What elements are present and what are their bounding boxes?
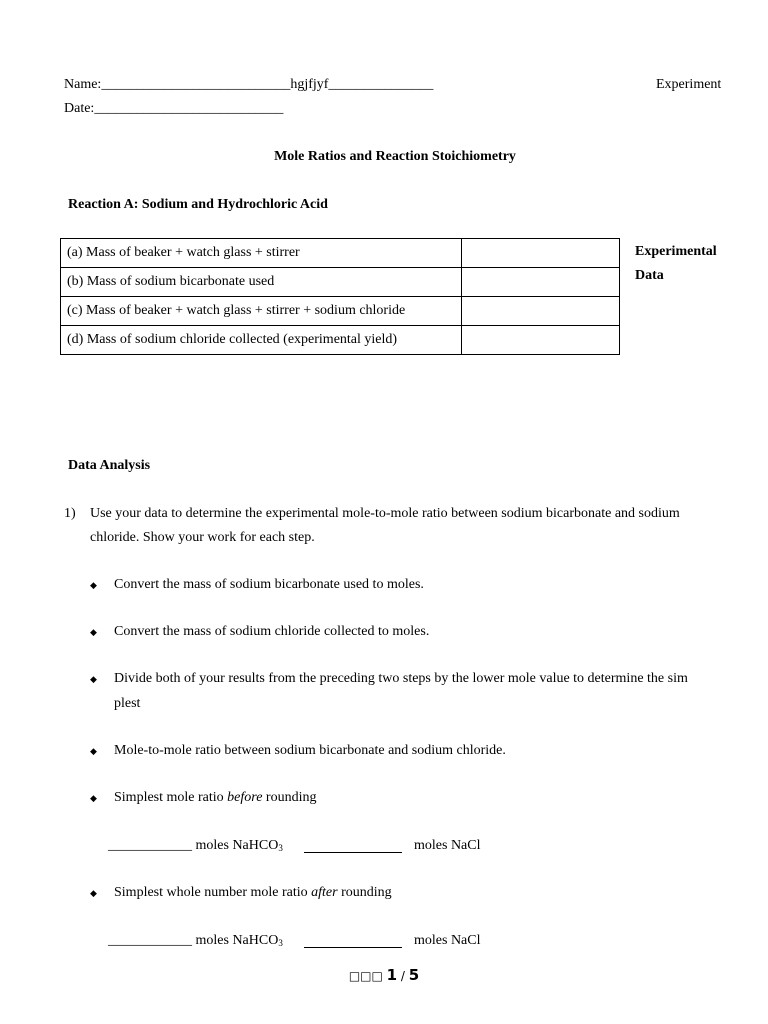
date-field-label: Date:___________________________ bbox=[64, 101, 284, 116]
moles-nacl-label: moles NaCl bbox=[414, 933, 481, 948]
question-text-line2: chloride. Show your work for each step. bbox=[90, 530, 315, 545]
after-prefix: Simplest whole number mole ratio bbox=[114, 885, 312, 900]
bullet-item: Convert the mass of sodium chloride collected to moles. bbox=[114, 624, 430, 639]
question-number: 1) bbox=[64, 506, 76, 521]
table-row bbox=[61, 239, 620, 268]
question-text-line1: Use your data to determine the experimental mole-to-mole ratio between sodium bicarbonate and sodium bbox=[90, 506, 680, 521]
bullet-diamond-icon: ◆ bbox=[90, 674, 97, 684]
data-analysis-heading: Data Analysis bbox=[68, 458, 151, 473]
table-row bbox=[61, 268, 620, 297]
table-row bbox=[61, 326, 620, 355]
row-label: (c) Mass of beaker + watch glass + stirrer + sodium chloride bbox=[61, 297, 462, 326]
name-field-label: Name:___________________________hgjfjyf_______________ bbox=[64, 77, 434, 92]
experiment-label: Experiment bbox=[656, 77, 722, 92]
ratio-blank[interactable]: ____________ bbox=[108, 838, 192, 853]
bullet-item-before-rounding bbox=[114, 790, 316, 806]
row-label: (a) Mass of beaker + watch glass + stirrer bbox=[61, 239, 462, 268]
ratio-blank-line[interactable] bbox=[304, 947, 402, 948]
row-value-cell[interactable] bbox=[462, 239, 620, 268]
ratio-row-before bbox=[108, 838, 283, 854]
row-value-cell[interactable] bbox=[462, 268, 620, 297]
moles-nacl-label: moles NaCl bbox=[414, 838, 481, 853]
row-label: (d) Mass of sodium chloride collected (experimental yield) bbox=[61, 326, 462, 355]
side-label-data: Data bbox=[635, 268, 664, 283]
before-prefix: Simplest mole ratio bbox=[114, 790, 228, 805]
bullet-item: Divide both of your results from the preceding two steps by the lower mole value to determine the sim bbox=[114, 671, 688, 686]
bullet-diamond-icon: ◆ bbox=[90, 793, 97, 803]
bullet-item-continuation: plest bbox=[114, 696, 141, 711]
experimental-data-table bbox=[60, 238, 620, 355]
bullet-diamond-icon: ◆ bbox=[90, 746, 97, 756]
table-row bbox=[61, 297, 620, 326]
before-emphasis: before bbox=[227, 790, 263, 805]
bullet-item-after-rounding bbox=[114, 885, 392, 901]
row-value-cell[interactable] bbox=[462, 326, 620, 355]
footer-prefix: □□□ bbox=[348, 969, 387, 983]
after-emphasis: after bbox=[311, 885, 338, 900]
page-footer bbox=[0, 966, 768, 984]
bullet-diamond-icon: ◆ bbox=[90, 888, 97, 898]
page-separator: / bbox=[397, 969, 409, 983]
side-label-experimental: Experimental bbox=[635, 244, 717, 259]
bullet-item: Convert the mass of sodium bicarbonate used to moles. bbox=[114, 577, 424, 592]
subscript-3: 3 bbox=[278, 938, 283, 948]
bullet-diamond-icon: ◆ bbox=[90, 627, 97, 637]
row-label: (b) Mass of sodium bicarbonate used bbox=[61, 268, 462, 297]
after-suffix: rounding bbox=[337, 885, 392, 900]
subscript-3: 3 bbox=[278, 843, 283, 853]
reaction-heading: Reaction A: Sodium and Hydrochloric Acid bbox=[68, 197, 328, 212]
ratio-row-after bbox=[108, 933, 283, 949]
page-total: 5 bbox=[408, 966, 420, 984]
moles-nahco3-label: moles NaHCO bbox=[195, 838, 279, 853]
moles-nahco3-label: moles NaHCO bbox=[195, 933, 279, 948]
bullet-item: Mole-to-mole ratio between sodium bicarbonate and sodium chloride. bbox=[114, 743, 506, 758]
document-title: Mole Ratios and Reaction Stoichiometry bbox=[274, 149, 516, 164]
ratio-blank[interactable]: ____________ bbox=[108, 933, 192, 948]
bullet-diamond-icon: ◆ bbox=[90, 580, 97, 590]
row-value-cell[interactable] bbox=[462, 297, 620, 326]
before-suffix: rounding bbox=[262, 790, 317, 805]
page-number: 1 bbox=[386, 966, 398, 984]
ratio-blank-line[interactable] bbox=[304, 852, 402, 853]
